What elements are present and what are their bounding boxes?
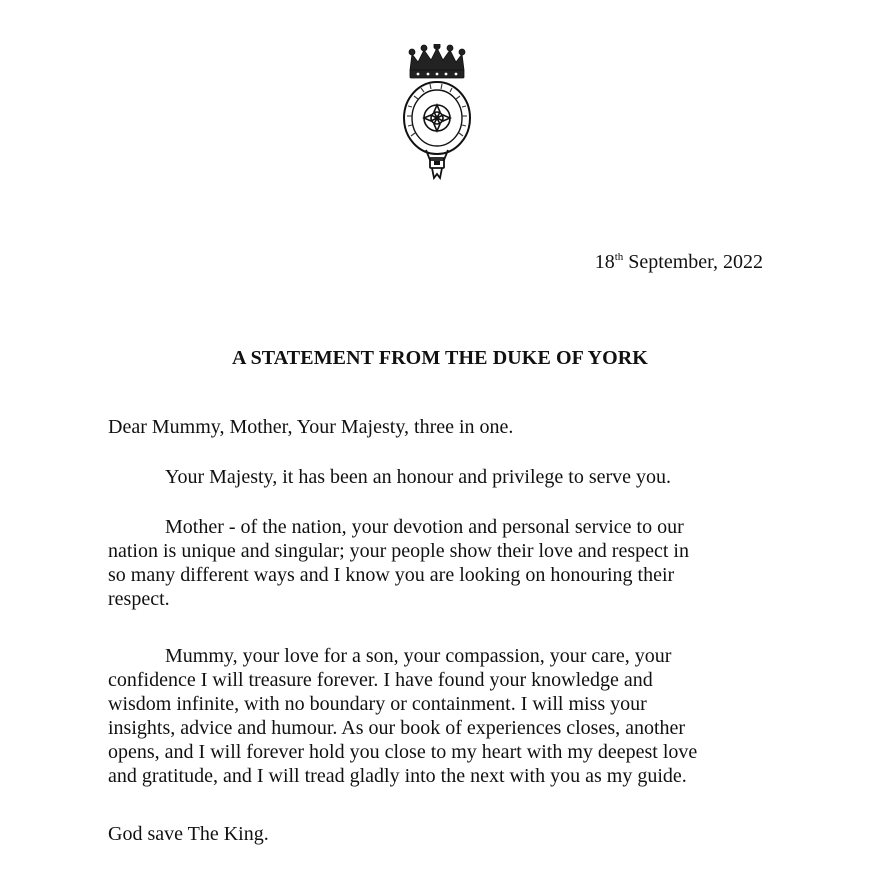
date-suffix: th — [614, 251, 624, 263]
paragraph-line: confidence I will treasure forever. I have found your knowledge and — [108, 669, 653, 691]
royal-crest-icon — [396, 44, 478, 180]
paragraph-mummy — [108, 644, 768, 788]
paragraph-line: nation is unique and singular; your people show their love and respect in — [108, 540, 689, 562]
paragraph-line: Mother - of the nation, your devotion and personal service to our — [165, 516, 684, 538]
date-rest: September, 2022 — [628, 251, 763, 273]
letter-heading: A STATEMENT FROM THE DUKE OF YORK — [232, 347, 648, 369]
letter-closing: God save The King. — [108, 823, 269, 845]
paragraph-line: and gratitude, and I will tread gladly into the next with you as my guide. — [108, 765, 687, 787]
paragraph-line: Your Majesty, it has been an honour and privilege to serve you. — [165, 466, 672, 488]
paragraph-mother — [108, 515, 768, 611]
paragraph-line: respect. — [108, 588, 170, 610]
date-day: 18 — [594, 251, 615, 273]
letter-salutation: Dear Mummy, Mother, Your Majesty, three in one. — [108, 416, 514, 438]
paragraph-majesty — [108, 465, 768, 489]
paragraph-line: insights, advice and humour. As our book of experiences closes, another — [108, 717, 686, 739]
paragraph-line: wisdom infinite, with no boundary or containment. I will miss your — [108, 693, 647, 715]
paragraph-line: Mummy, your love for a son, your compassion, your care, your — [165, 645, 672, 667]
paragraph-line: opens, and I will forever hold you close to my heart with my deepest love — [108, 741, 698, 763]
paragraph-line: so many different ways and I know you are looking on honouring their — [108, 564, 675, 586]
letter-date — [595, 250, 763, 274]
